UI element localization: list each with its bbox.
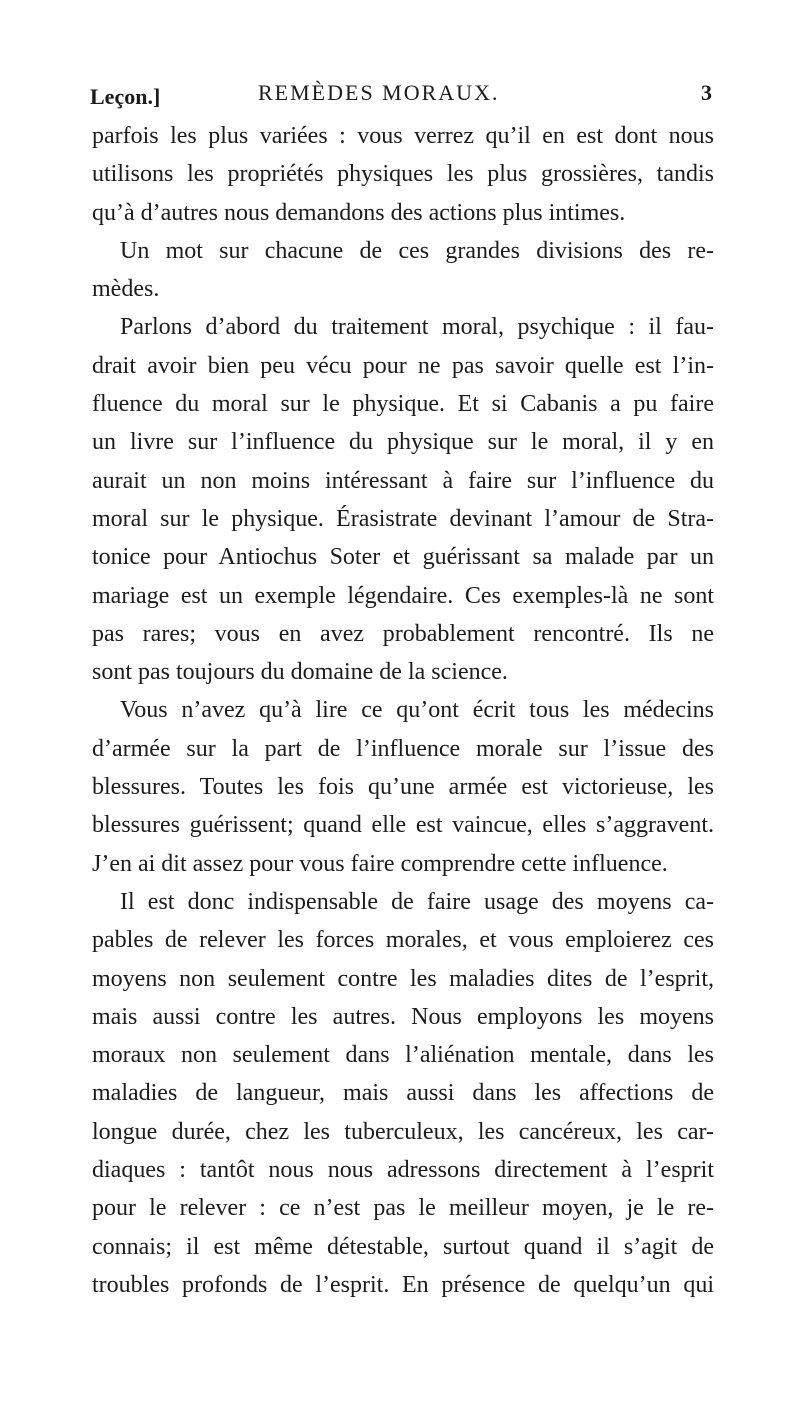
text-line: moyens non seulement contre les maladies dites de l’esprit, (92, 965, 714, 992)
body-text (92, 117, 714, 1304)
text-line: Il est donc indispensable de faire usage des moyens ca- (120, 888, 714, 915)
text-line: troubles profonds de l’esprit. En présence de quelqu’un qui (92, 1271, 714, 1298)
text-line: un livre sur l’influence du physique sur le moral, il y en (92, 429, 714, 456)
text-line: parfois les plus variées : vous verrez qu’il en est dont nous (92, 123, 714, 149)
text-line: Un mot sur chacune de ces grandes divisions des re- (120, 237, 714, 264)
text-line: connais; il est même détestable, surtout quand il s’agit de (92, 1233, 714, 1260)
running-head (90, 80, 712, 110)
text-line: moral sur le physique. Érasistrate devinant l’amour de Stra- (92, 505, 714, 532)
text-line: longue durée, chez les tuberculeux, les cancéreux, les car- (92, 1118, 714, 1145)
text-line: aurait un non moins intéressant à faire sur l’influence du (92, 467, 714, 494)
text-line: pas rares; vous en avez probablement rencontré. Ils ne (92, 620, 714, 647)
text-line: Vous n’avez qu’à lire ce qu’ont écrit tous les médecins (120, 697, 714, 724)
text-line: mais aussi contre les autres. Nous employons les moyens (92, 1003, 714, 1030)
text-line: pour le relever : ce n’est pas le meilleur moyen, je le re- (92, 1195, 714, 1222)
text-line: blessures guérissent; quand elle est vaincue, elles s’aggravent. (92, 812, 714, 839)
text-line: mariage est un exemple légendaire. Ces exemples-là ne sont (92, 582, 714, 609)
text-line: moraux non seulement dans l’aliénation mentale, dans les (92, 1042, 714, 1069)
page-number: 3 (701, 80, 712, 105)
text-line: blessures. Toutes les fois qu’une armée est victorieuse, les (92, 774, 714, 801)
text-line: utilisons les propriétés physiques les plus grossières, tandis (92, 161, 714, 188)
running-head-lesson: Leçon.] (90, 84, 161, 109)
text-line: drait avoir bien peu vécu pour ne pas savoir quelle est l’in- (92, 352, 714, 379)
text-line: maladies de langueur, mais aussi dans les affections de (92, 1080, 714, 1107)
running-head-title: REMÈDES MORAUX. (258, 80, 500, 105)
text-line: tonice pour Antiochus Soter et guérissant sa malade par un (92, 544, 714, 571)
text-line: diaques : tantôt nous nous adressons directement à l’esprit (92, 1157, 714, 1184)
text-line: pables de relever les forces morales, et vous emploierez ces (92, 927, 714, 954)
text-line: Parlons d’abord du traitement moral, psychique : il fau- (120, 314, 714, 341)
text-line: fluence du moral sur le physique. Et si Cabanis a pu faire (92, 391, 714, 418)
text-line: sont pas toujours du domaine de la science. (92, 659, 508, 686)
text-line: J’en ai dit assez pour vous faire comprendre cette influence. (92, 850, 668, 877)
text-line: qu’à d’autres nous demandons des actions plus intimes. (92, 199, 626, 226)
text-line: mèdes. (92, 276, 160, 303)
text-line: d’armée sur la part de l’influence morale sur l’issue des (92, 735, 714, 762)
